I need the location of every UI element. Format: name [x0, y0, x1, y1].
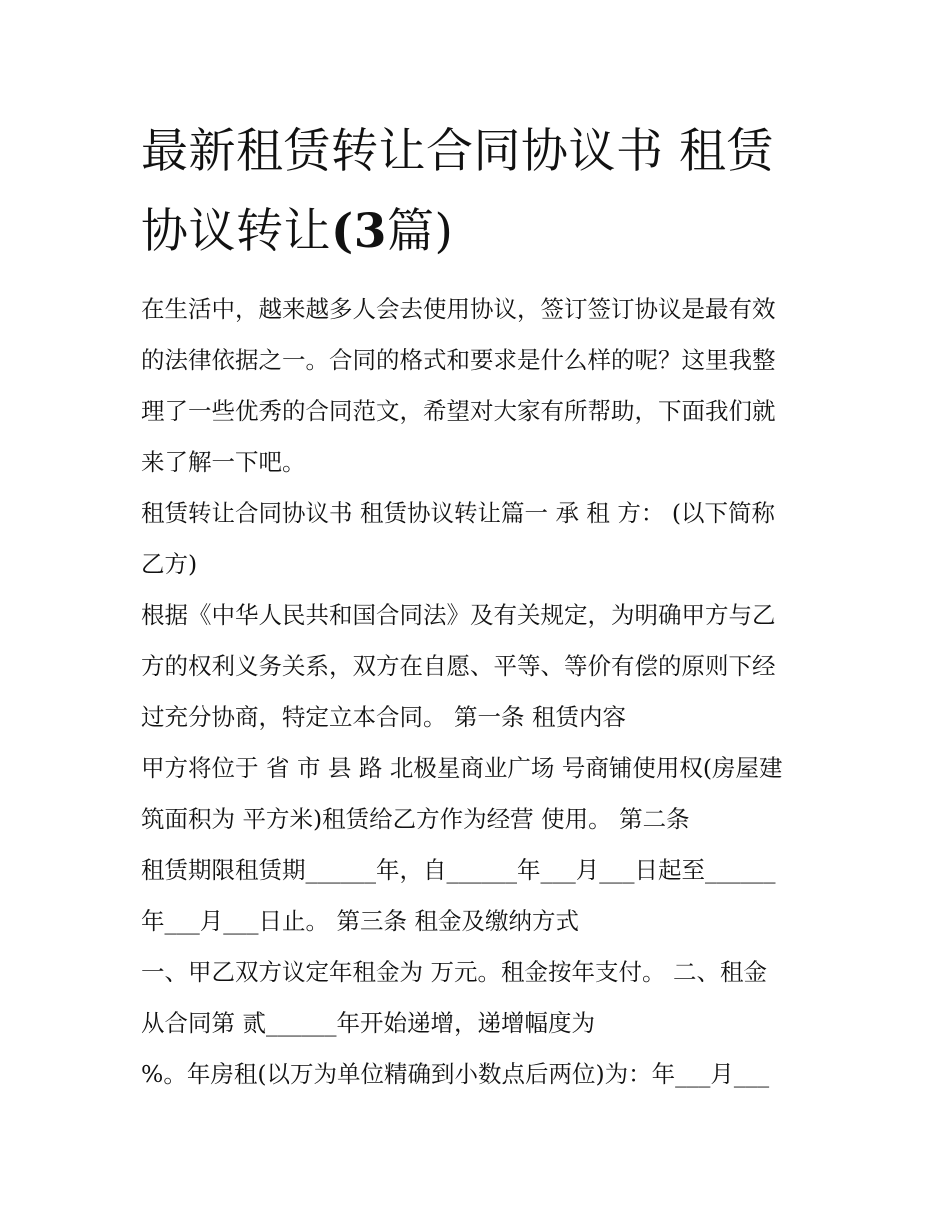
text-line: 年___月___日止。 第三条 租金及缴纳方式: [141, 907, 579, 935]
title-line-1: 最新租赁转让合同协议书 租赁: [141, 124, 774, 179]
text-line: 从合同第 贰______年开始递增，递增幅度为: [141, 1009, 595, 1037]
lease-content-paragraph: [141, 743, 813, 845]
text-line: 筑面积为 平方米)租赁给乙方作为经营 使用。 第二条: [141, 805, 690, 833]
text-line: 租赁期限租赁期______年，自______年___月___日起至______: [141, 856, 776, 884]
title-line-2: [141, 192, 813, 272]
intro-paragraph: [141, 284, 813, 488]
rent-increase-paragraph: [141, 1049, 813, 1100]
text-line: 租赁转让合同协议书 租赁协议转让篇一 承 租 方： (以下简称: [141, 499, 776, 527]
text-line: %。年房租(以万为单位精确到小数点后两位)为：年___月___: [141, 1060, 770, 1088]
text-line: 理了一些优秀的合同范文，希望对大家有所帮助，下面我们就: [141, 397, 776, 425]
title-line-2-text: 协议转让(3篇): [141, 204, 454, 259]
text-line: 的法律依据之一。合同的格式和要求是什么样的呢？这里我整: [141, 346, 776, 374]
lease-term-paragraph: [141, 845, 813, 947]
document-title: [141, 112, 813, 272]
text-line: 乙方): [141, 550, 198, 578]
text-line: 方的权利义务关系，双方在自愿、平等、等价有偿的原则下经: [141, 652, 776, 680]
basis-paragraph: [141, 590, 813, 743]
parties-paragraph: [141, 488, 813, 590]
text-line: 过充分协商，特定立本合同。 第一条 租赁内容: [141, 703, 626, 731]
text-line: 来了解一下吧。: [141, 448, 306, 476]
text-line: 根据《中华人民共和国合同法》及有关规定，为明确甲方与乙: [141, 601, 776, 629]
document-page: [141, 112, 813, 1100]
text-line: 一、甲乙双方议定年租金为 万元。租金按年支付。 二、租金: [141, 958, 767, 986]
rent-paragraph: [141, 947, 813, 1049]
document-body: [141, 284, 813, 1100]
text-line: 在生活中，越来越多人会去使用协议，签订签订协议是最有效: [141, 295, 776, 323]
text-line: 甲方将位于 省 市 县 路 北极星商业广场 号商铺使用权(房屋建: [141, 754, 783, 782]
